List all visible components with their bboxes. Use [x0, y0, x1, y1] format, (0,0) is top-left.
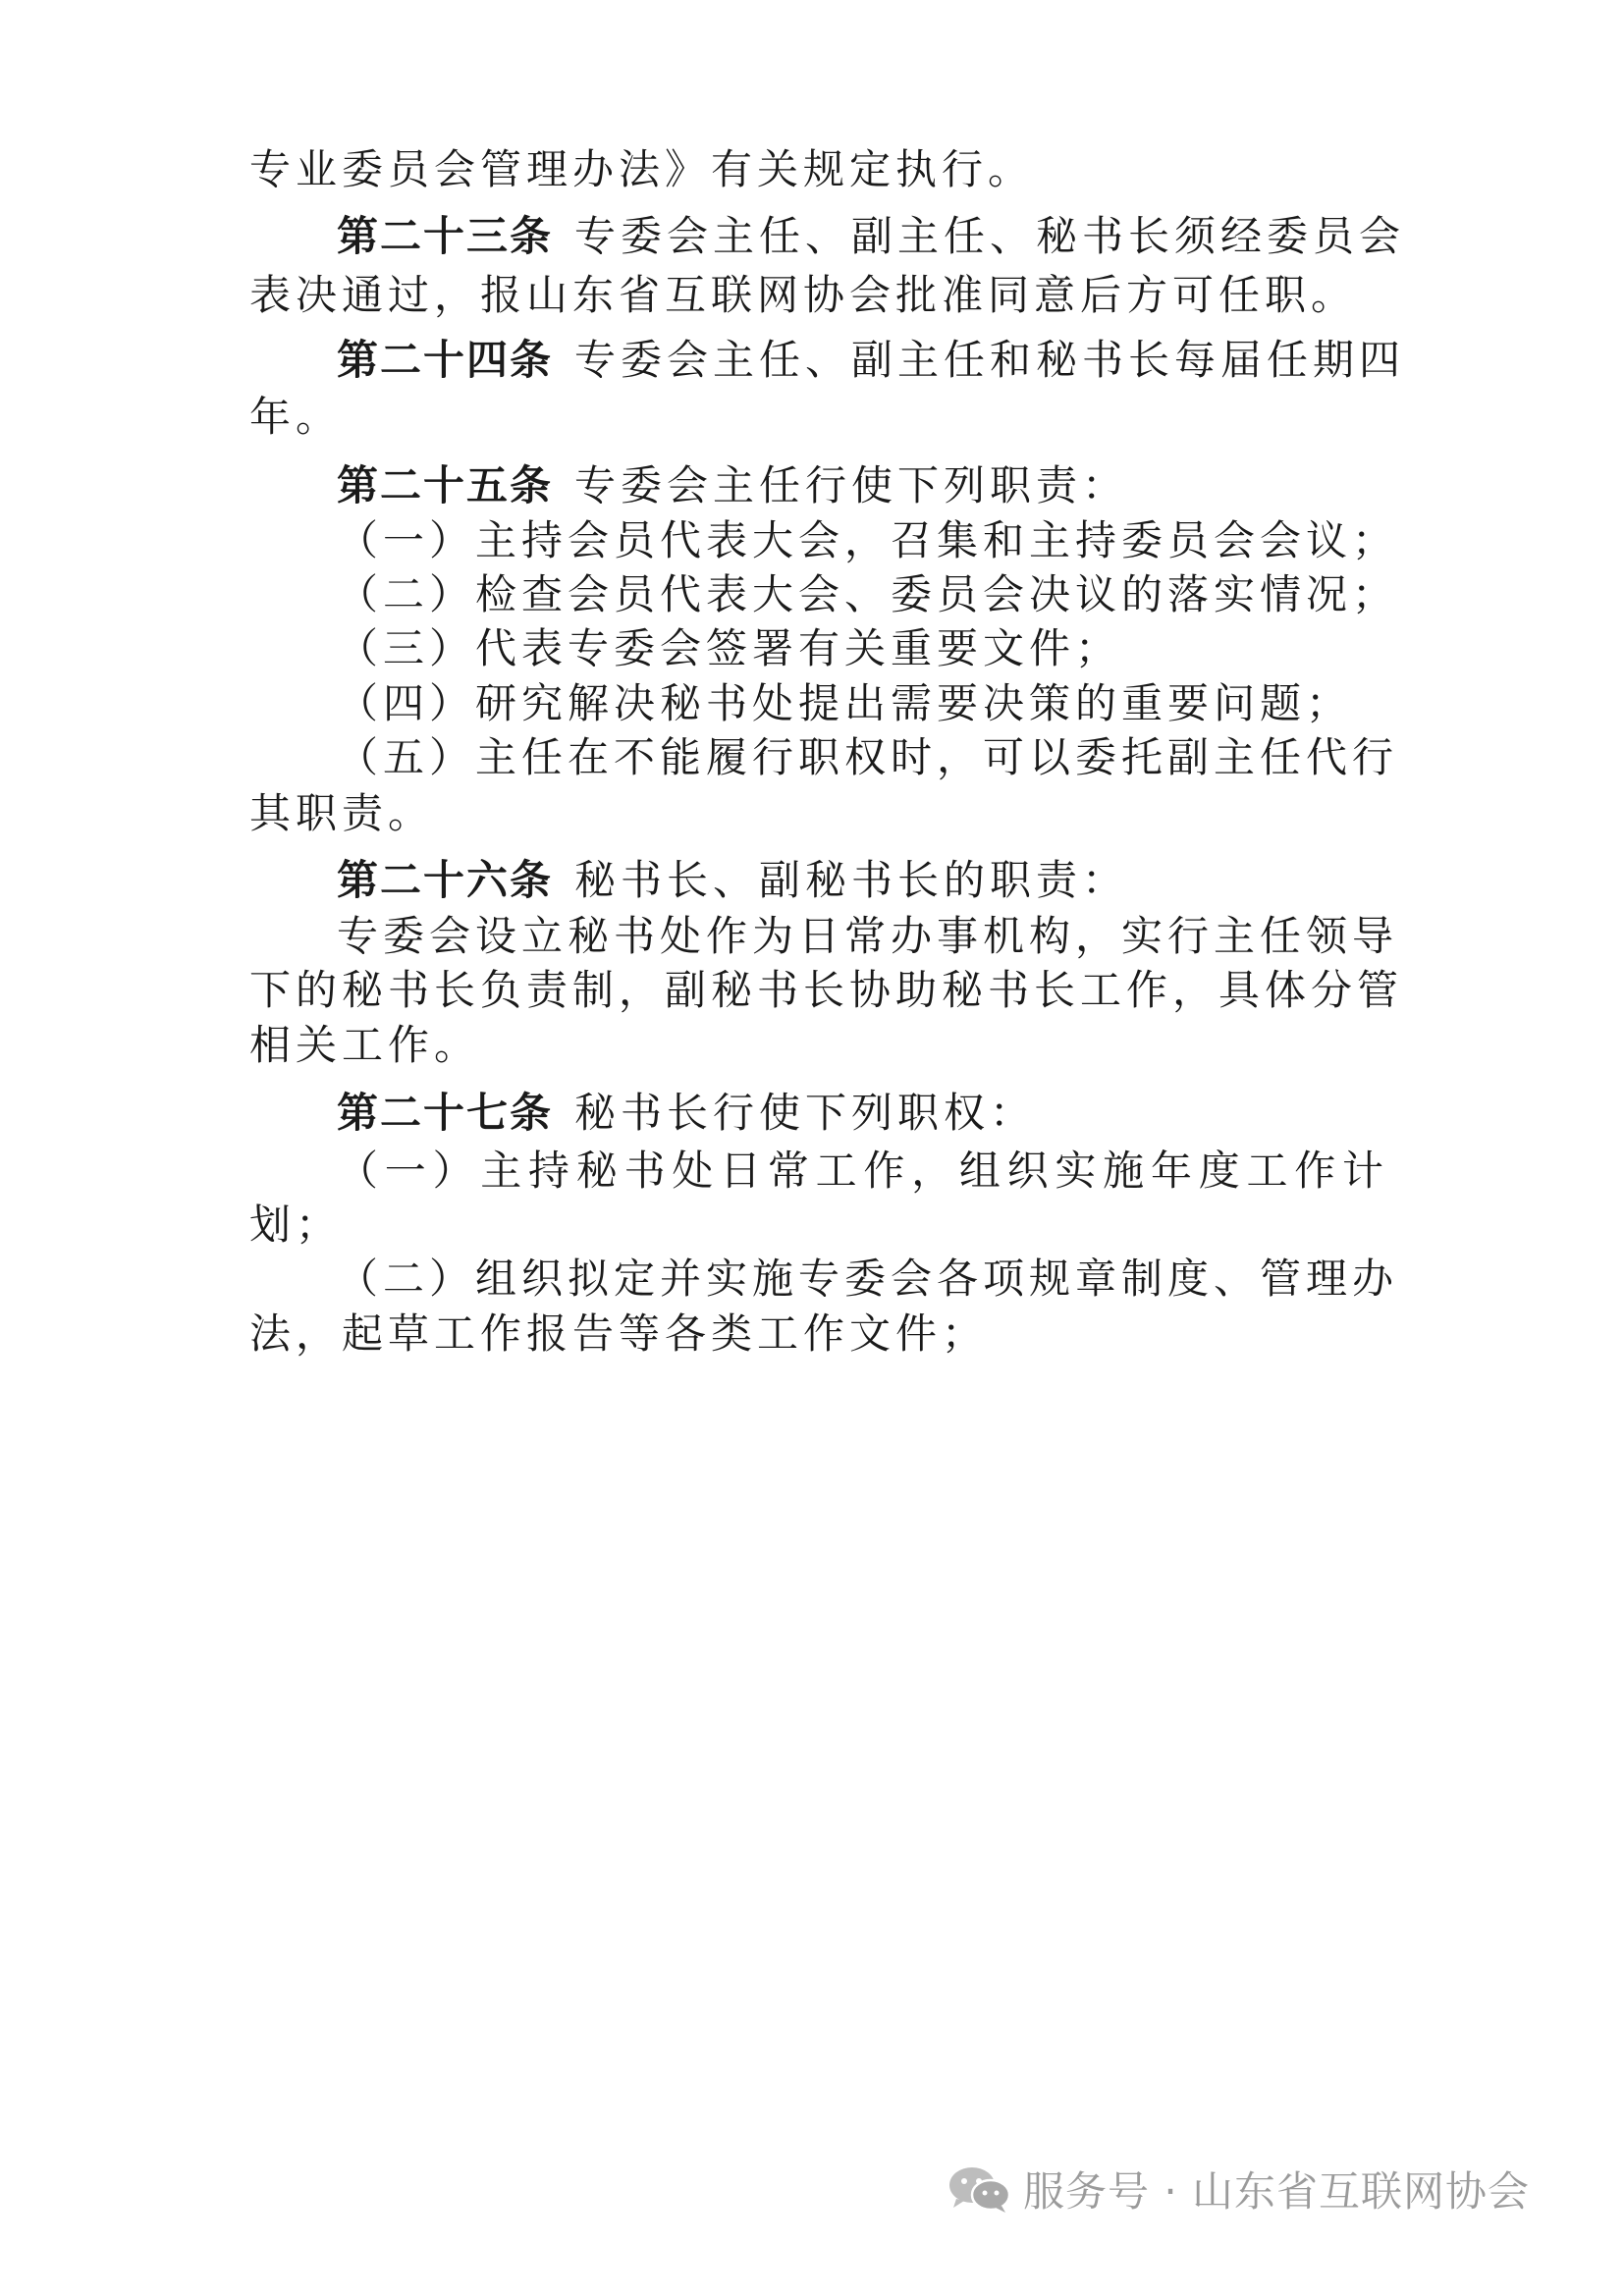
line-text: 年。 [249, 393, 343, 441]
line-text: 下的秘书长负责制，副秘书长协助秘书长工作，具体分管 [249, 966, 1404, 1014]
line-text: （四）研究解决秘书处提出需要决策的重要问题； [337, 679, 1353, 727]
text-line [249, 1300, 1388, 1368]
line-text: 划； [249, 1201, 343, 1249]
line-text: 专委会主任行使下列职责： [574, 461, 1129, 509]
line-text: （一）主持会员代表大会，召集和主持委员会会议； [337, 516, 1399, 564]
line-text: （二）检查会员代表大会、委员会决议的落实情况； [337, 570, 1399, 618]
line-text: 专委会主任、副主任和秘书长每届任期四 [574, 336, 1406, 384]
watermark [947, 2160, 1530, 2218]
line-text: 表决通过，报山东省互联网协会批准同意后方可任职。 [249, 271, 1358, 319]
article-number: 第二十七条 [337, 1089, 554, 1137]
watermark-text: 服务号 · 山东省互联网协会 [1023, 2167, 1531, 2216]
article-number: 第二十五条 [337, 461, 554, 509]
text-line [249, 383, 1388, 452]
line-text: 其职责。 [249, 789, 435, 837]
line-text: （一）主持秘书处日常工作，组织实施年度工作计 [337, 1147, 1388, 1195]
line-text: （二）组织拟定并实施专委会各项规章制度、管理办 [337, 1255, 1399, 1303]
article-number: 第二十三条 [337, 212, 554, 260]
line-text: 法，起草工作报告等各类工作文件； [249, 1309, 989, 1358]
line-text: 专业委员会管理办法》有关规定执行。 [249, 145, 1035, 193]
line-text: 专委会主任、副主任、秘书长须经委员会 [574, 212, 1406, 260]
article-number: 第二十六条 [337, 856, 554, 904]
line-text: 相关工作。 [249, 1021, 481, 1069]
line-text: （五）主任在不能履行职权时，可以委托副主任代行 [337, 733, 1399, 781]
text-line [249, 135, 1388, 204]
line-text: 专委会设立秘书处作为日常办事机构，实行主任领导 [337, 912, 1399, 960]
line-text: （三）代表专委会签署有关重要文件； [337, 624, 1122, 672]
text-line [249, 1011, 1388, 1080]
line-text: 秘书长、副秘书长的职责： [574, 856, 1129, 904]
text-line [249, 261, 1388, 330]
text-line [249, 779, 1388, 848]
article-number: 第二十四条 [337, 336, 554, 384]
wechat-logo-icon [947, 2164, 1011, 2214]
line-text: 秘书长行使下列职权： [574, 1089, 1037, 1137]
